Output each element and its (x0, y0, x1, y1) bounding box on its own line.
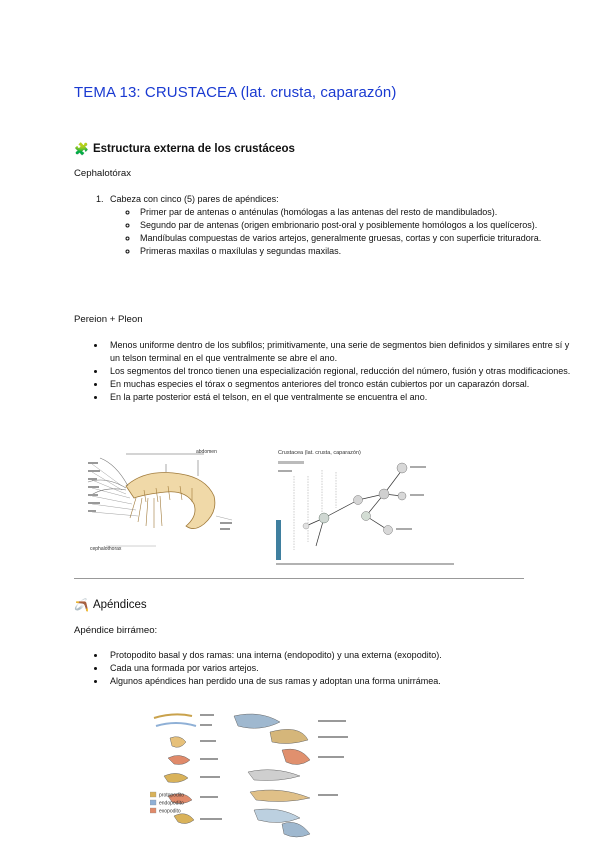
bullet-list-pereion (76, 339, 576, 404)
list-item: • Menos uniforme dentro de los subfilos; primitivamente, una serie de segmentos bien definidos y similares entre sí y un telson terminal en el que ventralmente se abre el ano. (106, 339, 576, 365)
puzzle-icon: 🧩 (74, 142, 89, 156)
list-item: • Protopodito basal y dos ramas: una interna (endopodito) y una externa (exopodito). (106, 649, 576, 662)
list-item: • Los segmentos del tronco tienen una especialización regional, reducción del número, fusión y otras modificaciones. (106, 365, 576, 378)
list-item: • En la parte posterior está el telson, en el que ventralmente se encuentra el ano. (106, 391, 576, 404)
appendages-figure (150, 706, 376, 842)
subheading-pereion-pleon: Pereion + Pleon (74, 314, 143, 325)
list-item: • Cada una formada por varios artejos. (106, 662, 576, 675)
subheading-cephalothorax: Cephalotórax (74, 168, 132, 179)
boomerang-icon: 🪃 (74, 598, 89, 612)
list-item: • Algunos apéndices han perdido una de sus ramas y adoptan una forma unirrámea. (106, 675, 576, 688)
svg-text:protopodito: protopodito (159, 792, 185, 799)
list-item: ◦ Segundo par de antenas (origen embrionario post-oral y posiblemente homólogos a los quelíceros). (138, 219, 566, 232)
svg-text:cephalothorax: cephalothorax (90, 546, 122, 552)
section-heading-text: Apéndices (92, 599, 147, 611)
bullet-list-appendages (76, 649, 576, 688)
section-heading-appendages (74, 598, 147, 612)
svg-text:exopodito: exopodito (159, 808, 181, 815)
numbered-list (76, 193, 566, 258)
list-item: ◦ Primeras maxilas o maxílulas y segundas maxilas. (138, 245, 566, 258)
list-item: 1. Cabeza con cinco (5) pares de apéndices: ◦ Primer par de antenas o anténulas (homólogas a las antenas del resto de mandibulados). ◦ Segundo par de antenas (origen embrionario post-oral y posiblemente homólogos a los quelíceros). ◦ Mandíbulas compuestas de varios artejos, generalmente gruesas, cortas y con superficie trituradora. ◦ Primeras maxilas o maxílulas y segundas maxilas. (106, 193, 566, 258)
list-item: ◦ Primer par de antenas o anténulas (homólogas a las antenas del resto de mandibulados). (138, 206, 566, 219)
section-divider (74, 578, 524, 579)
svg-text:abdomen: abdomen (196, 449, 217, 455)
svg-text:Crustacea (lat. crusta, capara: Crustacea (lat. crusta, caparazón) (278, 450, 361, 456)
list-item: ◦ Mandíbulas compuestas de varios artejos, generalmente gruesas, cortas y con superficie trituradora. (138, 232, 566, 245)
shrimp-anatomy-figure (86, 446, 236, 558)
subheading-biramous: Apéndice birrámeo: (74, 625, 158, 636)
page-title: TEMA 13: CRUSTACEA (lat. crusta, caparazón) (74, 84, 397, 101)
section-heading-structure (74, 142, 295, 156)
section-heading-text: Estructura externa de los crustáceos (92, 143, 295, 155)
sub-list (110, 206, 566, 258)
svg-text:endopodito: endopodito (159, 800, 184, 807)
list-item: • En muchas especies el tórax o segmentos anteriores del tronco están cubiertos por un caparazón dorsal. (106, 378, 576, 391)
phylogeny-figure (276, 446, 456, 566)
